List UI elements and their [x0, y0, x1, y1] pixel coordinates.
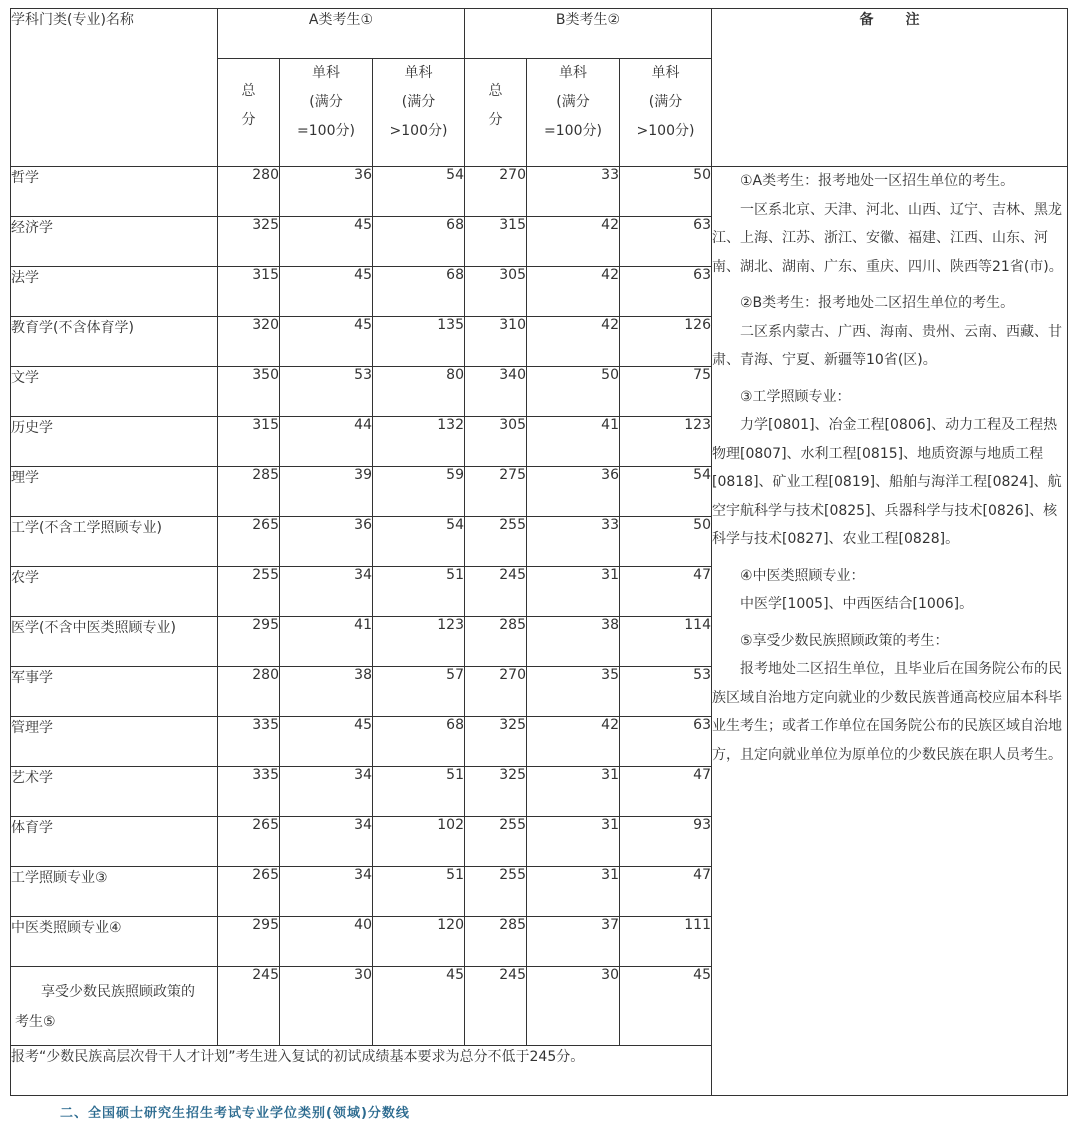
score-a-single-over100: 51 [373, 767, 465, 817]
score-b-single-100: 42 [527, 717, 620, 767]
subject-name: 工学照顾专业③ [11, 867, 218, 917]
subject-name: 管理学 [11, 717, 218, 767]
score-b-single-100: 33 [527, 517, 620, 567]
score-b-total: 325 [465, 717, 527, 767]
score-b-single-over100: 50 [620, 517, 712, 567]
group-a-header: A类考生① [218, 9, 465, 59]
score-b-single-over100: 63 [620, 717, 712, 767]
subheader-line: >100分) [389, 123, 448, 139]
score-a-single-over100: 51 [373, 867, 465, 917]
subject-name: 艺术学 [11, 767, 218, 817]
score-b-single-100: 36 [527, 467, 620, 517]
score-b-single-100: 31 [527, 867, 620, 917]
subject-name-line1: 享受少数民族照顾政策的 [41, 984, 195, 1000]
score-a-total: 265 [218, 867, 280, 917]
score-b-single-100: 37 [527, 917, 620, 967]
score-a-single-100: 53 [280, 367, 373, 417]
subheader-line: (满分 [309, 94, 343, 110]
score-a-single-over100: 68 [373, 717, 465, 767]
score-a-total: 335 [218, 767, 280, 817]
score-b-total: 325 [465, 767, 527, 817]
score-a-total: 325 [218, 217, 280, 267]
remark-body: 一区系北京、天津、河北、山西、辽宁、吉林、黑龙江、上海、江苏、浙江、安徽、福建、江西、山东、河南、湖北、湖南、广东、重庆、四川、陕西等21省(市)。 [712, 201, 1063, 275]
score-b-total: 270 [465, 667, 527, 717]
score-a-single-over100: 120 [373, 917, 465, 967]
score-a-single-over100: 57 [373, 667, 465, 717]
score-a-single-100: 39 [280, 467, 373, 517]
score-a-single-100: 30 [280, 967, 373, 1046]
score-a-single-100: 34 [280, 767, 373, 817]
subject-name: 理学 [11, 467, 218, 517]
subject-name: 哲学 [11, 167, 218, 217]
score-a-single-100: 40 [280, 917, 373, 967]
score-b-single-100: 42 [527, 267, 620, 317]
subject-name [11, 967, 218, 1046]
subject-name-line2: 考生⑤ [15, 1014, 56, 1030]
score-a-single-100: 36 [280, 517, 373, 567]
score-b-total: 270 [465, 167, 527, 217]
score-b-total: 285 [465, 917, 527, 967]
subject-name: 农学 [11, 567, 218, 617]
score-a-total: 295 [218, 617, 280, 667]
score-b-single-100: 31 [527, 817, 620, 867]
subject-name: 历史学 [11, 417, 218, 467]
score-a-single-100: 38 [280, 667, 373, 717]
score-b-total: 305 [465, 267, 527, 317]
score-a-single-over100: 68 [373, 267, 465, 317]
score-a-single-over100: 54 [373, 517, 465, 567]
subheader-line: 单科 [559, 65, 587, 81]
score-b-single-100: 50 [527, 367, 620, 417]
score-a-total: 335 [218, 717, 280, 767]
score-b-single-over100: 47 [620, 767, 712, 817]
single-subject-100-header [527, 59, 620, 167]
score-b-single-100: 42 [527, 317, 620, 367]
score-a-single-over100: 135 [373, 317, 465, 367]
score-b-single-over100: 123 [620, 417, 712, 467]
remark-body: 中医学[1005]、中西医结合[1006]。 [740, 596, 974, 612]
score-a-single-over100: 45 [373, 967, 465, 1046]
score-b-single-over100: 63 [620, 217, 712, 267]
score-a-single-over100: 54 [373, 167, 465, 217]
score-b-single-100: 30 [527, 967, 620, 1046]
score-a-total: 265 [218, 817, 280, 867]
score-a-single-over100: 51 [373, 567, 465, 617]
score-b-single-100: 41 [527, 417, 620, 467]
score-a-single-100: 45 [280, 267, 373, 317]
remarks-notes [712, 167, 1068, 1096]
score-a-single-over100: 59 [373, 467, 465, 517]
subheader-line: 单科 [312, 65, 340, 81]
score-a-single-100: 45 [280, 217, 373, 267]
score-b-single-over100: 111 [620, 917, 712, 967]
group-b-header: B类考生② [465, 9, 712, 59]
score-b-total: 245 [465, 967, 527, 1046]
footnote: 报考“少数民族高层次骨干人才计划”考生进入复试的初试成绩基本要求为总分不低于245分。 [11, 1046, 712, 1096]
remarks-header: 备注 [712, 9, 1068, 167]
score-a-single-over100: 80 [373, 367, 465, 417]
score-b-total: 305 [465, 417, 527, 467]
score-b-single-100: 35 [527, 667, 620, 717]
score-b-single-over100: 53 [620, 667, 712, 717]
score-b-total: 310 [465, 317, 527, 367]
score-a-single-100: 34 [280, 817, 373, 867]
score-a-total: 245 [218, 967, 280, 1046]
subject-name: 体育学 [11, 817, 218, 867]
score-a-single-100: 45 [280, 317, 373, 367]
score-a-total: 295 [218, 917, 280, 967]
score-a-single-over100: 102 [373, 817, 465, 867]
score-b-single-over100: 93 [620, 817, 712, 867]
total-label-1: 总 [488, 83, 503, 99]
total-score-header [465, 59, 527, 167]
total-label-2: 分 [488, 112, 503, 128]
score-a-total: 280 [218, 167, 280, 217]
total-label-1: 总 [241, 83, 256, 99]
score-b-single-over100: 63 [620, 267, 712, 317]
subject-name: 法学 [11, 267, 218, 317]
single-subject-over100-header [620, 59, 712, 167]
score-b-single-100: 38 [527, 617, 620, 667]
score-a-single-100: 45 [280, 717, 373, 767]
score-b-total: 255 [465, 517, 527, 567]
subject-name: 教育学(不含体育学) [11, 317, 218, 367]
score-b-single-100: 33 [527, 167, 620, 217]
score-b-single-over100: 45 [620, 967, 712, 1046]
score-a-single-over100: 132 [373, 417, 465, 467]
next-section-title: 二、全国硕士研究生招生考试专业学位类别(领域)分数线 [60, 1106, 410, 1121]
subheader-line: (满分 [556, 94, 590, 110]
subheader-line: 单科 [651, 65, 680, 81]
score-a-single-100: 34 [280, 867, 373, 917]
score-a-single-over100: 68 [373, 217, 465, 267]
subheader-line: >100分) [636, 123, 695, 139]
score-a-single-100: 41 [280, 617, 373, 667]
subheader-line: =100分) [544, 123, 602, 139]
score-table [10, 8, 1068, 1096]
score-b-single-over100: 47 [620, 867, 712, 917]
score-a-total: 315 [218, 267, 280, 317]
score-b-total: 275 [465, 467, 527, 517]
score-a-total: 280 [218, 667, 280, 717]
remark-lead: ⑤享受少数民族照顾政策的考生： [740, 632, 949, 649]
total-label-2: 分 [241, 112, 256, 128]
score-a-total: 320 [218, 317, 280, 367]
remark-lead: ①A类考生：报考地处一区招生单位的考生。 [740, 173, 1015, 189]
remark-lead: ②B类考生：报考地处二区招生单位的考生。 [740, 295, 1015, 311]
score-a-single-100: 34 [280, 567, 373, 617]
subject-name: 文学 [11, 367, 218, 417]
score-a-single-over100: 123 [373, 617, 465, 667]
score-a-total: 265 [218, 517, 280, 567]
score-b-total: 340 [465, 367, 527, 417]
score-b-single-over100: 126 [620, 317, 712, 367]
subject-name: 经济学 [11, 217, 218, 267]
remark-lead: ③工学照顾专业： [740, 388, 851, 405]
score-b-total: 285 [465, 617, 527, 667]
subject-name: 军事学 [11, 667, 218, 717]
score-a-total: 350 [218, 367, 280, 417]
score-a-single-100: 44 [280, 417, 373, 467]
score-b-single-100: 31 [527, 567, 620, 617]
single-subject-over100-header [373, 59, 465, 167]
subheader-line: 单科 [404, 65, 433, 81]
score-a-single-100: 36 [280, 167, 373, 217]
score-a-total: 315 [218, 417, 280, 467]
score-b-single-100: 42 [527, 217, 620, 267]
score-b-total: 255 [465, 867, 527, 917]
subheader-line: (满分 [648, 94, 683, 110]
score-b-single-over100: 47 [620, 567, 712, 617]
table-row [11, 167, 1068, 217]
total-score-header [218, 59, 280, 167]
subject-name-header: 学科门类(专业)名称 [11, 9, 218, 167]
subheader-line: (满分 [401, 94, 436, 110]
score-b-total: 245 [465, 567, 527, 617]
remark-body: 报考地处二区招生单位，且毕业后在国务院公布的民族区域自治地方定向就业的少数民族普通高校应届本科毕业生考生；或者工作单位在国务院公布的民族区域自治地方，且定向就业单位为原单位的少数民族在职人员考生。 [712, 661, 1062, 763]
score-a-total: 285 [218, 467, 280, 517]
subheader-line: =100分) [297, 123, 355, 139]
subject-name: 工学(不含工学照顾专业) [11, 517, 218, 567]
remark-body: 力学[0801]、冶金工程[0806]、动力工程及工程热物理[0807]、水利工程[0815]、地质资源与地质工程[0818]、矿业工程[0819]、船舶与海洋工程[0824]、航空宇航科学与技术[0825]、兵器科学与技术[0826]、核科学与技术[0827]、农业工程[0828]。 [712, 417, 1062, 547]
score-b-single-over100: 114 [620, 617, 712, 667]
subject-name: 中医类照顾专业④ [11, 917, 218, 967]
score-b-single-over100: 54 [620, 467, 712, 517]
subject-name: 医学(不含中医类照顾专业) [11, 617, 218, 667]
score-b-total: 315 [465, 217, 527, 267]
score-b-single-over100: 50 [620, 167, 712, 217]
remark-body: 二区系内蒙古、广西、海南、贵州、云南、西藏、甘肃、青海、宁夏、新疆等10省(区)。 [712, 323, 1062, 368]
score-b-total: 255 [465, 817, 527, 867]
single-subject-100-header [280, 59, 373, 167]
remark-lead: ④中医类照顾专业： [740, 567, 865, 584]
score-a-total: 255 [218, 567, 280, 617]
score-b-single-100: 31 [527, 767, 620, 817]
score-b-single-over100: 75 [620, 367, 712, 417]
